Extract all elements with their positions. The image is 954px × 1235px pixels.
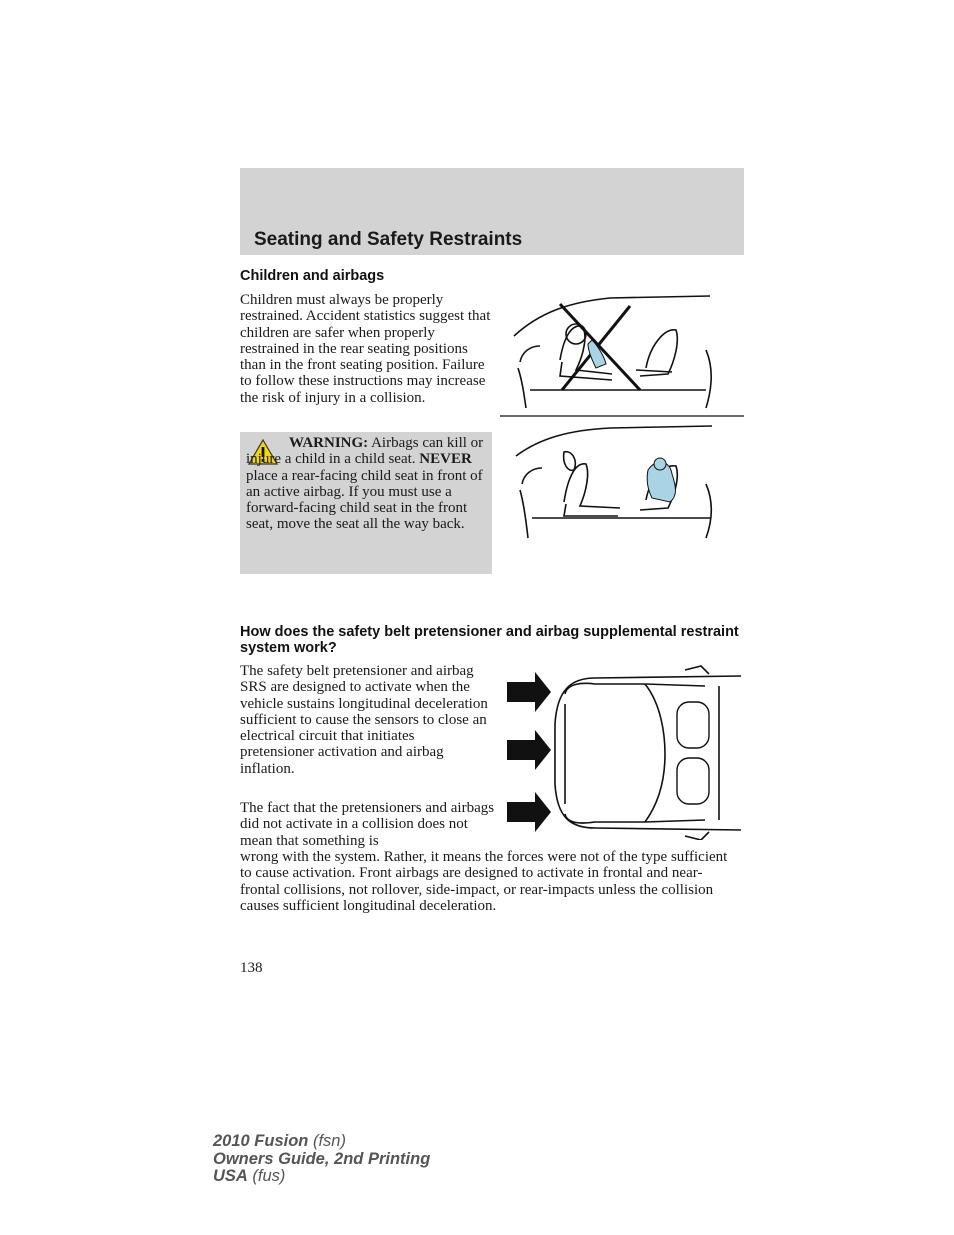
footer-market: USA — [213, 1167, 248, 1185]
subsection-heading-srs-work: How does the safety belt pretensioner and airbag supplemental restraint system work? — [240, 624, 739, 656]
footer-model-code: (fsn) — [308, 1132, 346, 1150]
srs-paragraph-2-start: The fact that the pretensioners and airbags did not activate in a collision does not mean that something is — [240, 800, 495, 849]
srs-paragraph-2-end: wrong with the system. Rather, it means the forces were not of the type sufficient to cause activation. Front airbags are designed to activate in frontal and near-frontal collisions, not rollover, side-impact, or rear-impacts unless the collision causes sufficient longitudinal deceleration. — [240, 849, 728, 914]
section-title: Seating and Safety Restraints — [254, 229, 523, 250]
footer-line-1 — [213, 1133, 430, 1151]
front-seat-child-seat-incorrect-illustration — [500, 290, 744, 418]
srs-paragraph-1: The safety belt pretensioner and airbag SRS are designed to activate when the vehicle sustains longitudinal deceleration sufficient to cause the sensors to close an electrical circuit that initiates pretensioner activation and airbag inflation. — [240, 663, 488, 777]
footer-line-2: Owners Guide, 2nd Printing — [213, 1149, 431, 1168]
footer-model: 2010 Fusion — [213, 1132, 309, 1150]
rear-seat-child-seat-correct-illustration — [500, 420, 744, 542]
subsection-heading-children-airbags: Children and airbags — [240, 268, 385, 284]
warning-text-part1: Airbags can kill or injure a child in a child seat. — [246, 435, 484, 468]
frontal-impact-vehicle-illustration — [505, 664, 741, 840]
impact-arrow-top — [507, 672, 551, 712]
warning-label: WARNING: — [289, 435, 369, 451]
children-airbags-paragraph: Children must always be properly restrained. Accident statistics suggest that children are safer when properly restrained in the rear seating positions than in the front seating position. Failure to follow these instructions may increase the risk of injury in a collision. — [240, 292, 491, 406]
document-footer — [213, 1133, 430, 1186]
impact-arrow-middle — [507, 730, 551, 770]
warning-text-part2: place a rear-facing child seat in front of an active airbag. If you must use a forward-facing child seat in the front seat, move the seat all the way back. — [246, 467, 483, 533]
page-number: 138 — [240, 960, 263, 976]
impact-arrow-bottom — [507, 792, 551, 832]
warning-text — [246, 435, 488, 533]
section-header-band — [240, 168, 744, 255]
footer-line-3 — [213, 1168, 430, 1186]
footer-market-code: (fus) — [247, 1167, 286, 1185]
warning-box — [240, 432, 492, 574]
warning-never: NEVER — [419, 451, 472, 468]
